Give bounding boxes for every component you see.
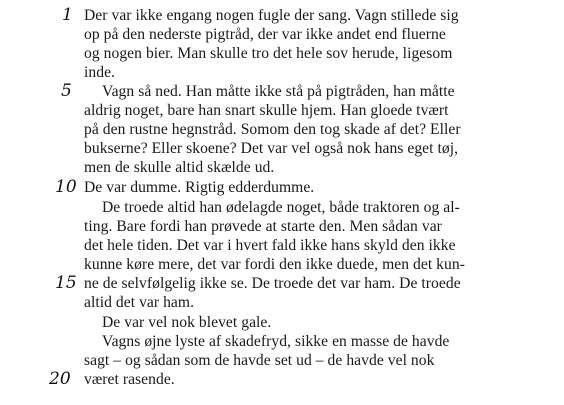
- text-line-5: Vagn så ned. Han måtte ikke stå på pigtråden, han måtte: [102, 83, 455, 100]
- text-line-13: det hele tiden. Det var i hvert fald ikke hans skyld den ikke: [84, 237, 456, 254]
- text-line-1: Der var ikke engang nogen fugle der sang. Vagn stillede sig: [84, 7, 459, 24]
- text-line-19: sagt – og sådan som de havde set ud – de havde vel nok: [84, 352, 435, 369]
- line-number-15: 15: [55, 273, 77, 293]
- text-line-2: op på den nederste pigtråd, der var ikke andet end fluerne: [84, 26, 446, 43]
- text-line-9: men de skulle altid skælde ud.: [84, 159, 275, 176]
- line-number-5: 5: [61, 81, 72, 101]
- line-number-20: 20: [49, 369, 71, 389]
- text-line-11: De troede altid han ødelagde noget, både traktoren og al-: [102, 199, 460, 216]
- line-number-1: 1: [62, 5, 73, 25]
- text-line-6: aldrig noget, bare han snart skulle hjem. Han gloede tvært: [84, 102, 449, 119]
- text-line-15: ne de selvfølgelig ikke se. De troede det var ham. De troede: [84, 275, 461, 292]
- text-line-16: altid det var ham.: [84, 294, 195, 311]
- text-line-4: inde.: [84, 64, 115, 81]
- text-line-17: De var vel nok blevet gale.: [102, 314, 272, 331]
- text-line-12: ting. Bare fordi han prøvede at starte den. Men sådan var: [84, 218, 442, 235]
- text-line-18: Vagns øjne lyste af skadefryd, sikke en masse de havde: [102, 333, 450, 350]
- text-line-8: bukserne? Eller skoene? Det var vel også nok hans eget tøj,: [84, 140, 459, 157]
- text-line-20: været rasende.: [84, 371, 175, 388]
- text-line-7: på den rustne hegnstråd. Somom den tog skade af det? Eller: [84, 121, 461, 138]
- text-line-14: kunne køre mere, det var fordi den ikke duede, men det kun-: [84, 256, 465, 273]
- text-line-10: De var dumme. Rigtig edderdumme.: [84, 179, 315, 196]
- text-line-3: og nogen bier. Man skulle tro det hele sov herude, ligesom: [84, 45, 453, 62]
- line-number-10: 10: [55, 177, 77, 197]
